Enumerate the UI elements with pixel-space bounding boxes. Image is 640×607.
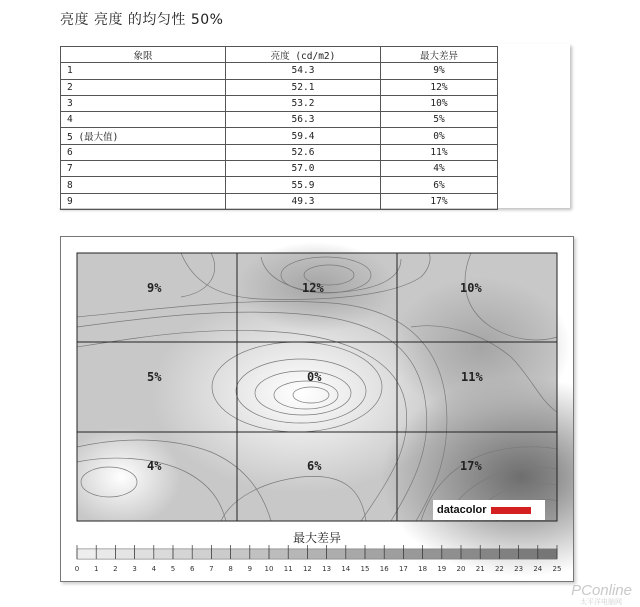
- scale-cell: [250, 549, 269, 559]
- scale-tick-label: 23: [514, 565, 524, 573]
- scale-cell: [173, 549, 192, 559]
- watermark: PConline: [571, 582, 632, 599]
- cell-quadrant: 5 (最大值): [61, 128, 226, 144]
- scale-tick-label: 3: [132, 565, 137, 573]
- cell-max-diff: 4%: [381, 161, 498, 177]
- luminance-table: [60, 46, 498, 210]
- cell-luminance: 54.3: [226, 63, 381, 79]
- quadrant-5-value: 0%: [307, 370, 322, 384]
- scale-tick-label: 11: [283, 565, 293, 573]
- page-title: 亮度 亮度 的均匀性 50%: [60, 12, 224, 28]
- cell-max-diff: 6%: [381, 177, 498, 193]
- scale-cell: [154, 549, 173, 559]
- scale-tick-label: 21: [475, 565, 485, 573]
- cell-quadrant: 4: [61, 112, 226, 128]
- quadrant-2-value: 12%: [302, 281, 324, 295]
- cell-max-diff: 12%: [381, 79, 498, 95]
- scale-tick-label: 13: [322, 565, 332, 573]
- cell-max-diff: 9%: [381, 63, 498, 79]
- table-row: [61, 161, 498, 177]
- scale-tick-label: 2: [113, 565, 118, 573]
- scale-cell: [365, 549, 384, 559]
- logo-accent-bar: [491, 507, 531, 514]
- scale-cell: [499, 549, 518, 559]
- quadrant-8-value: 6%: [307, 459, 322, 473]
- table-row: [61, 128, 498, 144]
- table-row: [61, 193, 498, 209]
- scale-cell: [307, 549, 326, 559]
- scale-tick-label: 22: [494, 565, 504, 573]
- scale-cell: [519, 549, 538, 559]
- scale-cell: [211, 549, 230, 559]
- scale-cell: [135, 549, 154, 559]
- scale-tick-label: 8: [228, 565, 233, 573]
- scale-cell: [327, 549, 346, 559]
- header-luminance: 亮度 (cd/m2): [226, 47, 381, 63]
- scale-tick-label: 19: [437, 565, 447, 573]
- cell-max-diff: 17%: [381, 193, 498, 209]
- scale-tick-label: 5: [170, 565, 176, 573]
- cell-luminance: 53.2: [226, 95, 381, 111]
- cell-luminance: 55.9: [226, 177, 381, 193]
- table-row: [61, 95, 498, 111]
- scale-tick-label: 15: [360, 565, 370, 573]
- scale-tick-label: 20: [456, 565, 466, 573]
- scale-cell: [192, 549, 211, 559]
- scale-cell: [538, 549, 557, 559]
- cell-luminance: 57.0: [226, 161, 381, 177]
- scale-cell: [423, 549, 442, 559]
- cell-luminance: 52.6: [226, 144, 381, 160]
- logo-text: datacolor: [437, 504, 487, 516]
- quadrant-4-value: 5%: [147, 370, 162, 384]
- scale-tick-label: 25: [552, 565, 562, 573]
- scale-tick-label: 14: [341, 565, 351, 573]
- scale-cell: [288, 549, 307, 559]
- cell-quadrant: 3: [61, 95, 226, 111]
- quadrant-6-value: 11%: [461, 370, 483, 384]
- cell-luminance: 56.3: [226, 112, 381, 128]
- scale-tick-label: 12: [302, 565, 312, 573]
- scale-cell: [346, 549, 365, 559]
- quadrant-9-value: 17%: [460, 459, 482, 473]
- table-row: [61, 144, 498, 160]
- scale-tick-label: 10: [264, 565, 274, 573]
- scale-tick-label: 7: [209, 565, 214, 573]
- quadrant-3-value: 10%: [460, 281, 482, 295]
- cell-luminance: 59.4: [226, 128, 381, 144]
- cell-luminance: 52.1: [226, 79, 381, 95]
- table-row: [61, 112, 498, 128]
- scale-tick-label: 18: [418, 565, 428, 573]
- mid-zone-right: [391, 277, 571, 417]
- cell-max-diff: 5%: [381, 112, 498, 128]
- scale-cell: [384, 549, 403, 559]
- scale-cell: [269, 549, 288, 559]
- cell-max-diff: 0%: [381, 128, 498, 144]
- quadrant-1-value: 9%: [147, 281, 162, 295]
- scale-tick-label: 4: [151, 565, 157, 573]
- cell-quadrant: 9: [61, 193, 226, 209]
- header-quadrant: 象限: [61, 47, 226, 63]
- scale-tick-label: 24: [533, 565, 543, 573]
- bright-zone-left: [61, 427, 181, 527]
- cell-quadrant: 8: [61, 177, 226, 193]
- scale-tick-label: 1: [93, 565, 99, 573]
- datacolor-logo: [433, 500, 545, 520]
- uniformity-map-panel: [60, 236, 574, 582]
- scale-bar: [77, 549, 557, 559]
- cell-max-diff: 11%: [381, 144, 498, 160]
- luminance-table-container: [58, 44, 570, 208]
- scale-title: 最大差异: [292, 531, 341, 545]
- scale-cell: [442, 549, 461, 559]
- table-row: [61, 63, 498, 79]
- scale-cell: [461, 549, 480, 559]
- scale-cell: [403, 549, 422, 559]
- header-max-diff: 最大差异: [381, 47, 498, 63]
- scale-tick-label: 0: [74, 565, 80, 573]
- scale-cell: [96, 549, 115, 559]
- scale-tick-label: 6: [189, 565, 195, 573]
- scale-cell: [115, 549, 134, 559]
- scale-tick-label: 16: [379, 565, 389, 573]
- table-header-row: [61, 47, 498, 63]
- scale-cell: [231, 549, 250, 559]
- cell-quadrant: 7: [61, 161, 226, 177]
- table-row: [61, 177, 498, 193]
- cell-max-diff: 10%: [381, 95, 498, 111]
- quadrant-7-value: 4%: [147, 459, 162, 473]
- table-row: [61, 79, 498, 95]
- cell-quadrant: 2: [61, 79, 226, 95]
- scale-cell: [77, 549, 96, 559]
- cell-luminance: 49.3: [226, 193, 381, 209]
- scale-cell: [480, 549, 499, 559]
- scale-tick-label: 17: [398, 565, 408, 573]
- watermark-subtitle: 太平洋电脑网: [580, 598, 622, 606]
- cell-quadrant: 1: [61, 63, 226, 79]
- scale-tick-label: 9: [247, 565, 253, 573]
- cell-quadrant: 6: [61, 144, 226, 160]
